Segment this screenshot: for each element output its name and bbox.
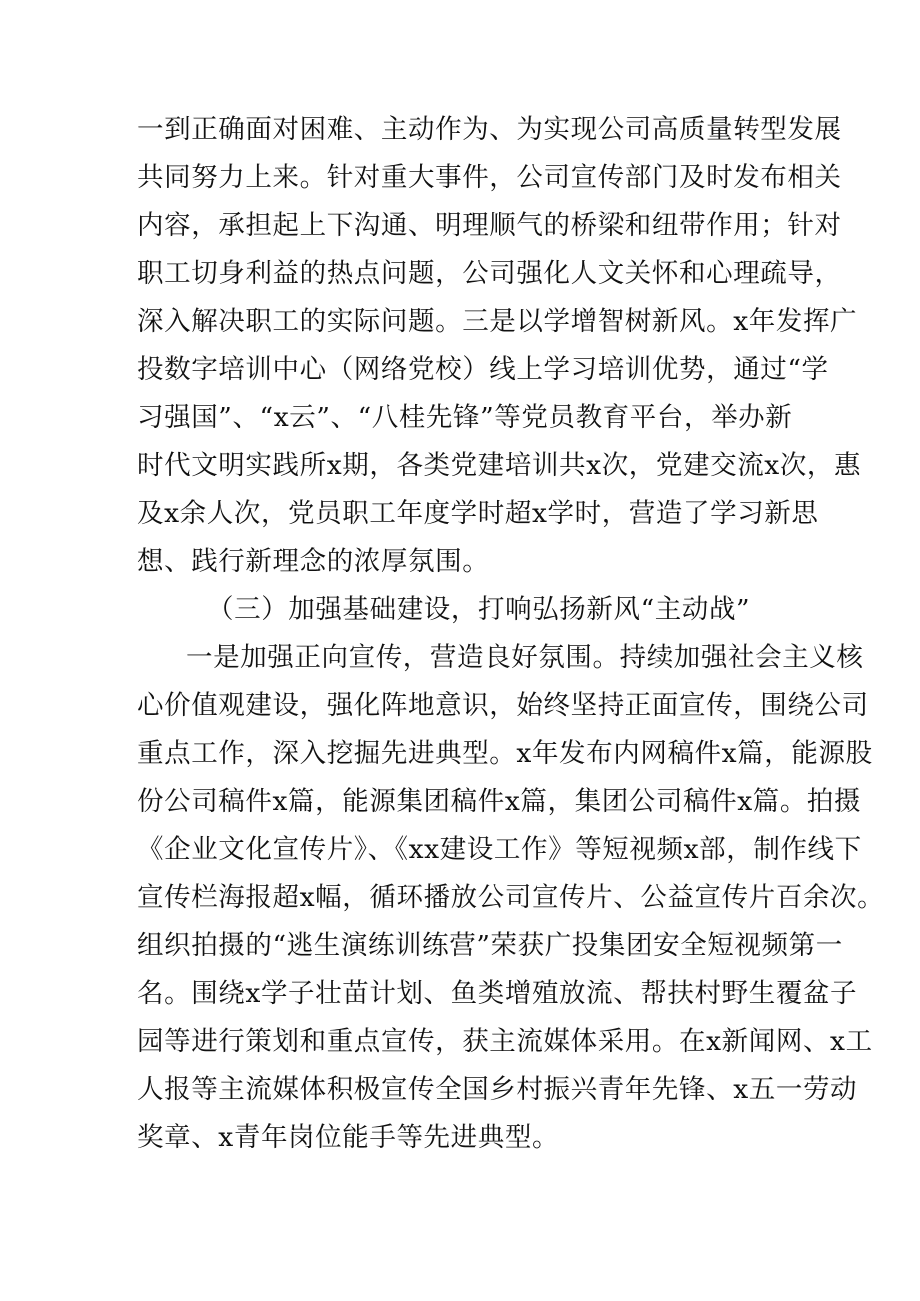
body-text-line: 共同努力上来。针对重大事件，公司宣传部门及时发布相关: [137, 162, 842, 193]
body-text-line: 宣传栏海报超x幅，循环播放公司宣传片、公益宣传片百余次。: [137, 882, 885, 913]
body-text-line: 深入解决职工的实际问题。三是以学增智树新风。x年发挥广: [137, 306, 858, 337]
body-text-line: 内容，承担起上下沟通、明理顺气的桥梁和纽带作用；针对: [137, 210, 842, 241]
body-text-line: 心价值观建设，强化阵地意识，始终坚持正面宣传，围绕公司: [137, 690, 869, 721]
body-text-line: 投数字培训中心（网络党校）线上学习培训优势，通过“学: [137, 354, 829, 385]
body-text-line: 时代文明实践所x期，各类党建培训共x次，党建交流x次，惠: [137, 450, 862, 481]
body-text-line: 想、践行新理念的浓厚氛围。: [137, 546, 490, 577]
body-text-line: 份公司稿件x篇，能源集团稿件x篇，集团公司稿件x篇。拍摄: [137, 786, 862, 817]
body-text-line: 名。围绕x学子壮苗计划、鱼类增殖放流、帮扶村野生覆盆子: [137, 978, 858, 1009]
body-text-line: 园等进行策划和重点宣传，获主流媒体采用。在x新闻网、x工: [137, 1026, 873, 1057]
body-text-line: 一是加强正向宣传，营造良好氛围。持续加强社会主义核: [186, 642, 864, 673]
body-text-line: 重点工作，深入挖掘先进典型。x年发布内网稿件x篇，能源股: [137, 738, 873, 769]
body-text-line: 奖章、x青年岗位能手等先进典型。: [137, 1122, 560, 1153]
body-text-line: 一到正确面对困难、主动作为、为实现公司高质量转型发展: [137, 114, 842, 145]
body-text-line: 习强国”、“x云”、“八桂先锋”等党员教育平台，举办新: [137, 402, 793, 433]
body-text-line: 职工切身利益的热点问题，公司强化人文关怀和心理疏导，: [137, 258, 842, 289]
body-text-line: 人报等主流媒体积极宣传全国乡村振兴青年先锋、x五一劳动: [137, 1074, 858, 1105]
body-text-line: 组织拍摄的“逃生演练训练营”荣获广投集团安全短视频第一: [137, 930, 843, 961]
body-text-line: 《企业文化宣传片》、《xx建设工作》等短视频x部，制作线下: [137, 834, 862, 865]
body-text-line: 及x余人次，党员职工年度学时超x学时，营造了学习新思: [137, 498, 819, 529]
section-heading: （三）加强基础建设，打响弘扬新风“主动战”: [207, 594, 751, 625]
